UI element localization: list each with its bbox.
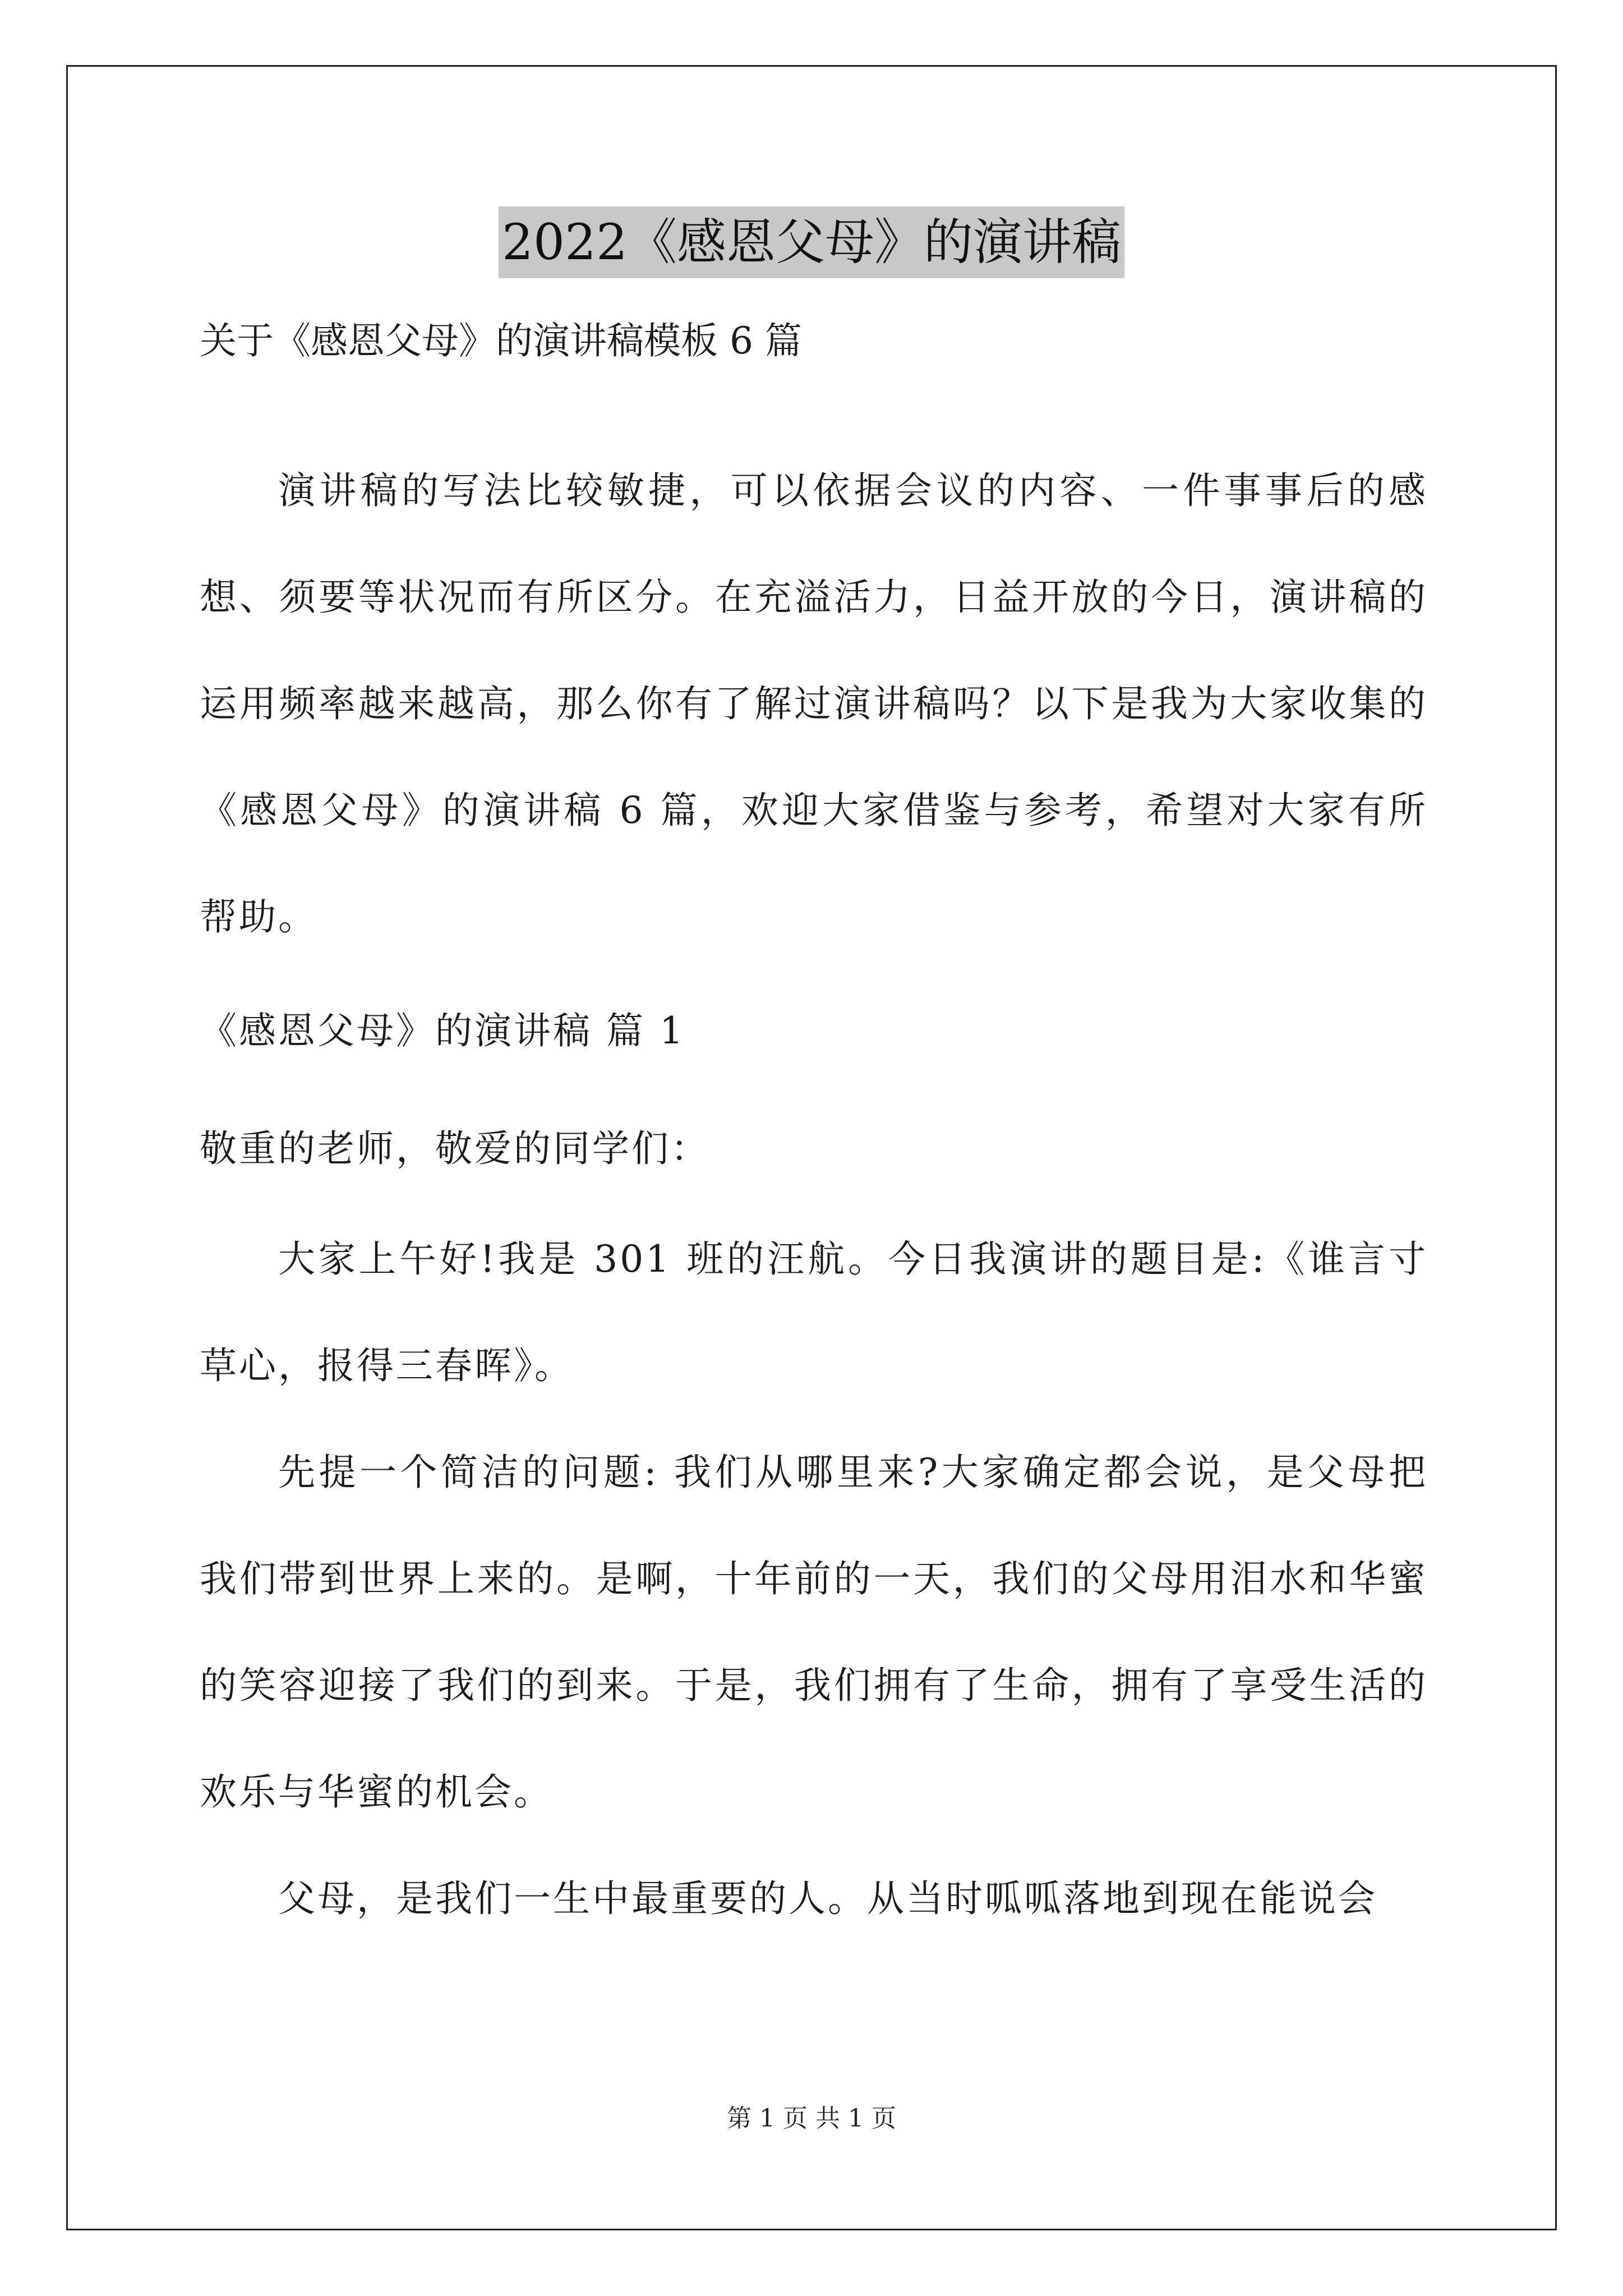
page-footer: 第 1 页 共 1 页 bbox=[727, 2104, 896, 2133]
intro-paragraph: 演讲稿的写法比较敏捷，可以依据会议的内容、一件事事后的感想、须要等状况而有所区分。在充溢活力，日益开放的今日，演讲稿的运用频率越来越高，那么你有了解过演讲稿吗？以下是我为大家收集的《感恩父母》的演讲稿 6 篇，欢迎大家借鉴与参考，希望对大家有所帮助。 bbox=[200, 469, 1428, 938]
salutation: 敬重的老师，敬爱的同学们： bbox=[200, 1127, 710, 1170]
body-paragraph-1: 大家上午好!我是 301 班的汪航。今日我演讲的题目是:《谁言寸草心，报得三春晖》。 bbox=[200, 1237, 1428, 1387]
section-heading: 《感恩父母》的演讲稿 篇 1 bbox=[200, 1009, 685, 1052]
body-paragraph-3: 父母，是我们一生中最重要的人。从当时呱呱落地到现在能说会 bbox=[278, 1877, 1377, 1920]
document-subtitle: 关于《感恩父母》的演讲稿模板 6 篇 bbox=[200, 319, 802, 362]
title-container bbox=[0, 206, 1623, 278]
document-title: 2022《感恩父母》的演讲稿 bbox=[499, 206, 1124, 278]
body-paragraph-2: 先提一个简洁的问题: 我们从哪里来?大家确定都会说，是父母把我们带到世界上来的。是啊，十年前的一天，我们的父母用泪水和华蜜的笑容迎接了我们的到来。于是，我们拥有了生命，拥有了享受生活的欢乐与华蜜的机会。 bbox=[200, 1451, 1428, 1814]
